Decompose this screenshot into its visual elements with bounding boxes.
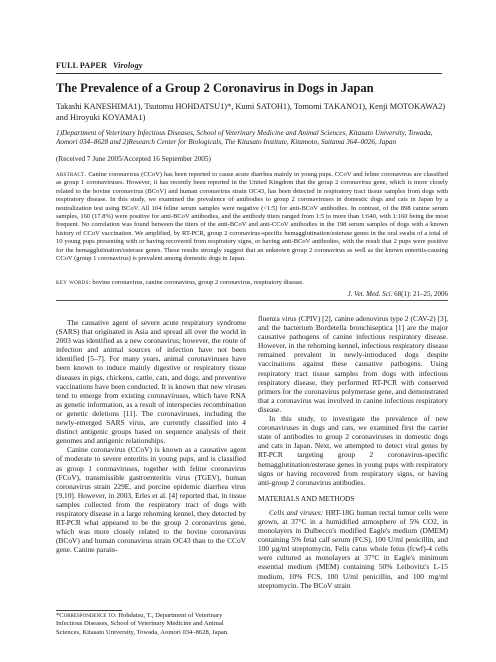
methods-subhead: Cells and viruses:	[269, 507, 324, 517]
left-column	[56, 318, 246, 554]
author-list: Takashi KANESHIMA1), Tsutomu HOHDATSU1)*, Kumi SATOH1), Tomomi TAKANO1), Kenji MOTOKAWA2) and Hiroyuki KOYAMA1)	[56, 102, 446, 122]
intro-paragraph-2: Canine coronavirus (CCoV) is known as a causative agent of moderate to severe enteritis in young pups, and is classified as group 1 coronaviruses, together with feline coronavirus (FCoV), transmissible gastroenteritis virus (TGEV), human coronavirus strain 229E, and porcine epidemic diarrhea virus [9,10]. However, in 2003, Erles et al. [4] reported that, in tissue samples collected from the respiratory tract of dogs with respiratory disease in a large rehoming kennel, they detected by RT-PCR what appeared to be the group 2 coronavirus gene, which was more closely related to the bovine coronavirus (BCoV) and human coronavirus strain OC43 than to the CCoV gene. Canine parain-	[56, 445, 246, 555]
methods-text: HRT-18G human rectal tumor cells were grown, at 37°C in a humidified atmosphere of 5% CO2, in monolayers in Dulbecco's modified Eagle's medium (DMEM) containing 5% fetal calf serum (FCS), 100 U/ml penicillin, and 100 µg/ml streptomycin. Felis catus whole fetus (fcwf)-4 cells were cultured as monolayers at 37°C in Eagle's minimum essential medium (MEM) containing 50% Leibovitz's L-15 medium, 10% FCS, 100 U/ml penicillin, and 100 mg/ml streptomycin. The BCoV strain	[258, 507, 448, 590]
category-label: Virology	[112, 61, 143, 70]
paper-title: The Prevalence of a Group 2 Coronavirus in Dogs in Japan	[56, 81, 374, 95]
header-rule	[56, 73, 442, 74]
correspondence-footnote	[56, 612, 246, 637]
methods-paragraph	[258, 508, 448, 590]
intro-paragraph-3: fluenza virus (CPIV) [2], canine adenovirus type 2 (CAV-2) [3], and the bacterium Bordetella bronchiseptica [1] are the major causative pathogens of canine infectious respiratory disease. However, in the rehoming kennel, infectious respiratory disease remained prevalent in newly-introduced dogs despite vaccinations against these causative pathogens. Using respiratory tract tissue samples from dogs with infectious respiratory disease, they performed RT-PCR with conserved primers for the coronavirus polymerase gene, and demonstrated that a coronavirus was involved in canine infectious respiratory disease.	[258, 314, 448, 414]
keywords-block	[56, 279, 448, 287]
abstract-rule	[56, 300, 448, 301]
footnote-label: *Correspondence to:	[56, 612, 117, 619]
footnote-text: Hohdatsu, T., Department of Veterinary Infectious Diseases, School of Veterinary Medicine and Animal Sciences, Kitasato University, Towada, Aomori 034–8628, Japan.	[56, 612, 229, 636]
right-column	[258, 314, 448, 590]
abstract-text: Canine coronavirus (CCoV) has been reported to cause acute diarrhea mainly in young pups. CCoV and feline coronavirus are classified as group 1 coronaviruses. However, it has recently been reported in the United Kingdom that the group 2 coronavirus gene, which is more closely related to the bovine coronavirus (BCoV) and human coronavirus strain OC43, has been detected in respiratory tract tissue samples from dogs with respiratory disease. In this study, we examined the prevalence of antibodies to group 2 coronaviruses in domestic dogs and cats in Japan by a neutralization test using BCoV. All 104 feline serum samples were negative (<1:5) for anti-BCoV antibodies. In contrast, of the 898 canine serum samples, 160 (17.8%) were positive for anti-BCoV antibodies, and the antibody titers ranged from 1:5 to more than 1:640, with 1:160 being the most frequent. No correlation was found between the titers of the anti-BCoV and anti-CCoV antibodies in the 198 serum samples of dogs with a known history of CCoV vaccination. We amplified, by RT-PCR, group 2 coronavirus-specific hemagglutination/esterase genes in the oral swabs of a total of 10 young pups presenting with or having recovered from respiratory signs, or having anti-BCoV antibodies, with the result that 2 pups were positive for the hemagglutination/esterase genes. These results strongly suggest that an unknown group 2 coronavirus as well as the known enteritis-causing CCoV (group 1 coronavirus) is prevalent among domestic dogs in Japan.	[56, 171, 449, 263]
intro-paragraph-1: The causative agent of severe acute respiratory syndrome (SARS) that originated in Asia and spread all over the world in 2003 was identified as a new coronavirus; however, the route of infection and animal sources of infection have not been identified [5–7]. For many years, animal coronaviruses have been known to induce mainly digestive or respiratory tissue diseases in pigs, chickens, cattle, cats, and dogs, and preventive vaccinations have been conducted. It is known that new viruses tend to emerge from existing coronaviruses, which have RNA as genetic information, as a result of interspecies recombination or genetic deletions [11]. The coronaviruses, including the newly-emerged SARS virus, are currently classified into 4 distinct antigenic groups based on sequence analysis of their genomes and antigenic relationships.	[56, 318, 246, 446]
keywords-label: key words:	[56, 279, 91, 286]
affiliations: 1)Department of Veterinary Infectious Diseases, School of Veterinary Medicine and Animal Sciences, Kitasato University, Towada, Aomori 034–8628 and 2)Research Center for Biologicals, The Kitasato Institute, Kitamoto, Saitama 364–0026, Japan	[56, 129, 433, 146]
journal-name: J. Vet. Med. Sci.	[347, 290, 393, 298]
abstract-label: abstract.	[56, 171, 87, 178]
section-label: FULL PAPER	[56, 61, 107, 70]
section-heading: MATERIALS AND METHODS	[258, 493, 355, 503]
journal-ref: 68(1): 21–25, 2006	[394, 290, 448, 298]
abstract-block	[56, 171, 448, 263]
journal-citation	[347, 290, 448, 298]
keywords-text: bovine coronavirus, canine coronavirus, group 2 coronavirus, respiratory disease.	[92, 279, 304, 286]
footnote-rule	[56, 610, 122, 611]
intro-paragraph-4: In this study, to investigate the prevalence of new coronaviruses in dogs and cats, we examined first the carrier state of antibodies to group 2 coronaviruses in domestic dogs and cats in Japan. Next, we attempted to detect viral genes by RT-PCR targeting group 2 coronavirus-specific hemagglutination/esterase genes in young pups with respiratory signs or having recovered from respiratory signs, or having anti-group 2 coronavirus antibodies.	[258, 414, 448, 487]
running-header	[56, 61, 143, 70]
received-dates: (Received 7 June 2005/Accepted 16 September 2005)	[56, 155, 211, 163]
